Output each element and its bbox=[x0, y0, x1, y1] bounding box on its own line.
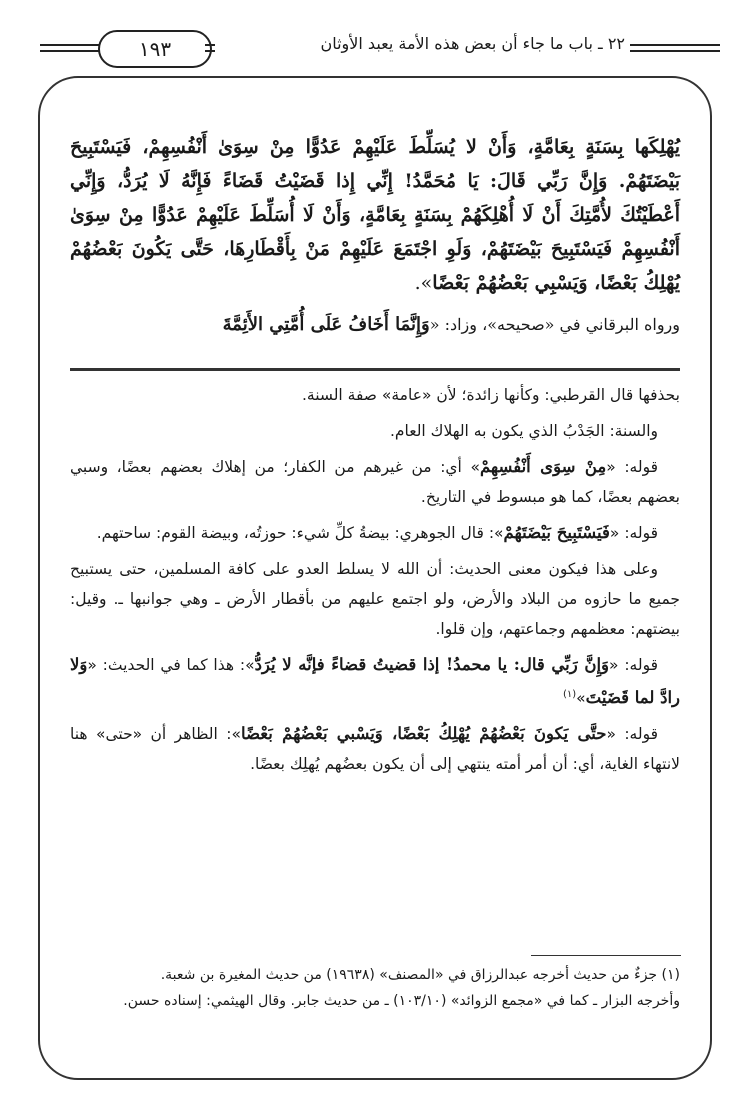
explanation: »: هذا كما في الحديث: « bbox=[87, 656, 255, 674]
commentary-paragraph bbox=[70, 650, 680, 713]
quoted-phrase: وَإِنَّ رَبِّي قال: يا محمدُ! إذا قضيتُ قضاءً فإنَّه لا يُرَدُّ bbox=[254, 655, 610, 674]
narration-prefix: ورواه البرقاني في «صحيحه»، وزاد: « bbox=[429, 315, 680, 334]
commentary-paragraph: والسنة: الجَدْبُ الذي يكون به الهلاك العام. bbox=[389, 422, 658, 440]
commentary-paragraph: وعلى هذا فيكون معنى الحديث: أن الله لا يسلط العدو على كافة المسلمين، حتى يستبيح جميع ما حازوه من البلاد والأرض، ولو اجتمع عليهم من بأقطار الأرض ـ وهي جوانبها ـ. وقيل: بيضتهم: معظمهم وجماعتهم، وإن قلوا. bbox=[70, 560, 680, 638]
quoted-phrase: مِنْ سِوَى أَنْفُسِهِمْ bbox=[479, 457, 607, 476]
explanation: »: قال الجوهري: بيضةُ كلِّ شيء: حوزتُه، وبيضة القوم: ساحتهم. bbox=[96, 524, 504, 542]
commentary-paragraph bbox=[70, 518, 680, 548]
section-divider bbox=[70, 368, 680, 371]
narration-quote: وَإِنَّمَا أَخَافُ عَلَى أُمَّتِي الأَئِمَّةَ bbox=[222, 314, 430, 335]
quoted-phrase: وَلا رادَّ لما قَضَيْتَ bbox=[70, 655, 680, 708]
quote-open: قوله: « bbox=[606, 725, 659, 744]
hadith-text bbox=[70, 130, 680, 300]
footnotes bbox=[70, 962, 680, 1014]
footnote: (١) جزءٌ من حديث أخرجه عبدالرزاق في «المصنف» (١٩٦٣٨) من حديث المغيرة بن شعبة. bbox=[160, 967, 680, 983]
commentary-paragraph bbox=[70, 719, 680, 779]
commentary-paragraph: بحذفها قال القرطبي: وكأنها زائدة؛ لأن «عامة» صفة السنة. bbox=[301, 386, 680, 404]
commentary bbox=[70, 380, 680, 785]
footnote: وأخرجه البزار ـ كما في «مجمع الزوائد» (١٠٣/١٠) ـ من حديث جابر. وقال الهيثمي: إسناده حسن. bbox=[123, 993, 680, 1009]
header-rule bbox=[205, 44, 215, 46]
page-header bbox=[40, 30, 720, 70]
explanation: »: الظاهر أن «حتى» هنا لانتهاء الغاية، أي: أن أمر أمته ينتهي إلى أن يكون بعضُهم يُهلِك بعضًا. bbox=[70, 725, 680, 774]
header-rule bbox=[630, 44, 720, 46]
header-rule bbox=[205, 50, 215, 52]
quoted-phrase: حتَّى يَكونَ بَعْضُهُمْ يُهْلِكُ بَعْضًا، وَيَسْبي بَعْضُهُمْ بَعْضًا bbox=[240, 724, 607, 744]
footnote-divider bbox=[531, 955, 681, 956]
commentary-paragraph bbox=[70, 452, 680, 512]
hadith-end: ». bbox=[414, 272, 433, 294]
quote-close: » bbox=[576, 689, 586, 708]
quote-open: قوله: « bbox=[606, 458, 658, 476]
explanation: » أي: من غيرهم من الكفار؛ من إهلاك بعضهم بعضًا، وسبي بعضهم بعضًا، كما هو مبسوط في التاريخ. bbox=[70, 458, 680, 506]
narration-line bbox=[70, 310, 680, 340]
quoted-phrase: فَيَسْتَبِيحَ بَيْضَتَهُمْ bbox=[503, 523, 610, 542]
quote-open: قوله: « bbox=[609, 656, 658, 674]
running-title: ٢٢ ـ باب ما جاء أن بعض هذه الأمة يعبد الأوثان bbox=[320, 34, 625, 53]
header-rule bbox=[630, 50, 720, 52]
header-rule bbox=[40, 44, 100, 46]
page-number: ١٩٣ bbox=[98, 30, 212, 68]
header-rule bbox=[40, 50, 100, 52]
hadith-body: يُهْلِكَها بِسَنَةٍ بِعَامَّةٍ، وَأَنْ لا يُسَلِّطَ عَلَيْهِمْ عَدُوًّا مِنْ سِوَىٰ أَنْفُسِهِمْ، فَيَسْتَبِيحَ بَيْضَتَهُمْ. وَإِنَّ رَبِّي قَالَ: يَا مُحَمَّدُ! إِنِّي إِذا قَضَيْتُ قَضَاءً فَإِنَّهُ لَا يُرَدُّ، وَإِنِّي أَعْطَيْتُكَ لأُمَّتِكَ أَنْ لَا أُهْلِكَهُمْ بِسَنَةٍ بِعَامَّةٍ، وَأَنْ لَا أُسَلِّطَ عَلَيْهِمْ عَدُوًّا مِنْ سِوَىٰ أَنْفُسِهِمْ فَيَسْتَبِيحَ بَيْضَتَهُمْ، وَلَوِ اجْتَمَعَ عَلَيْهِمْ مَنْ بِأَقْطَارِهَا، حَتَّى يَكُونَ بَعْضُهُمْ يُهْلِكُ بَعْضًا، وَيَسْبِي بَعْضُهُمْ بَعْضًا bbox=[70, 136, 680, 294]
quote-open: قوله: « bbox=[609, 524, 658, 542]
footnote-ref[interactable]: (١) bbox=[562, 689, 577, 700]
